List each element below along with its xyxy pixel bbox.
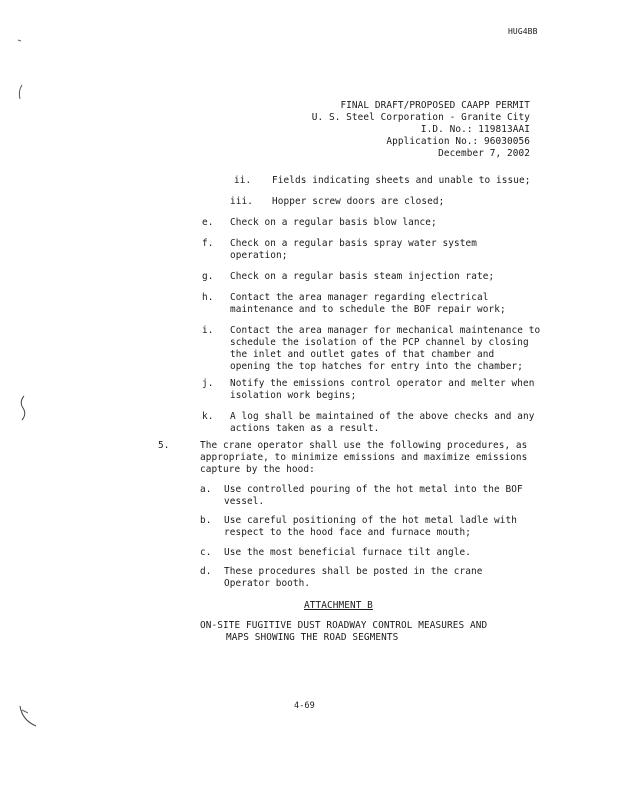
item-text: Notify the emissions control operator and melter when (230, 378, 535, 389)
item-text: Check on a regular basis blow lance; (230, 217, 437, 228)
header-id-number: I.D. No.: 119813AAI (420, 124, 530, 135)
item-text: Check on a regular basis steam injection rate; (230, 271, 495, 282)
item-label: g. (202, 271, 214, 282)
item-label: a. (200, 484, 212, 495)
header-company: U. S. Steel Corporation - Granite City (311, 112, 530, 123)
item-text: Contact the area manager regarding electrical (230, 292, 489, 303)
item-label: c. (200, 547, 212, 558)
item-label: d. (200, 566, 212, 577)
attachment-heading-line2: MAPS SHOWING THE ROAD SEGMENTS (226, 632, 399, 643)
item-text: capture by the hood: (200, 464, 315, 475)
item-text: The crane operator shall use the following procedures, as (200, 440, 528, 451)
header-application-number: Application No.: 96030056 (386, 136, 530, 147)
item-text: opening the top hatches for entry into the chamber; (230, 361, 523, 372)
item-text: Check on a regular basis spray water system (230, 238, 478, 249)
item-text: schedule the isolation of the PCP channel by closing (230, 337, 529, 348)
item-text: Use careful positioning of the hot metal ladle with (224, 515, 517, 526)
attachment-heading-line1: ON-SITE FUGITIVE DUST ROADWAY CONTROL MEASURES AND (200, 620, 488, 631)
item-label: iii. (230, 196, 253, 207)
item-text: actions taken as a result. (230, 423, 380, 434)
page-number: 4-69 (294, 701, 315, 711)
item-text: Use controlled pouring of the hot metal into the BOF (224, 484, 523, 495)
item-text: Contact the area manager for mechanical maintenance to (230, 325, 541, 336)
item-text: appropriate, to minimize emissions and maximize emissions (200, 452, 528, 463)
header-title: FINAL DRAFT/PROPOSED CAAPP PERMIT (340, 100, 530, 111)
item-text: isolation work begins; (230, 390, 357, 401)
item-label: ii. (234, 175, 252, 186)
item-text: These procedures shall be posted in the crane (224, 566, 483, 577)
item-text: maintenance and to schedule the BOF repair work; (230, 304, 506, 315)
item-text: A log shall be maintained of the above checks and any (230, 411, 535, 422)
item-label: f. (202, 238, 214, 249)
item-text: Operator booth. (224, 578, 311, 589)
item-label: k. (202, 411, 214, 422)
attachment-title: ATTACHMENT B (304, 600, 373, 611)
item-text: Fields indicating sheets and unable to issue; (272, 175, 531, 186)
item-text: Use the most beneficial furnace tilt angle. (224, 547, 472, 558)
document-id: HUG4BB (508, 27, 538, 36)
item-label: e. (202, 217, 214, 228)
item-text: Hopper screw doors are closed; (272, 196, 445, 207)
header-date: December 7, 2002 (438, 148, 530, 159)
item-text: operation; (230, 250, 288, 261)
item-text: vessel. (224, 496, 265, 507)
item-label: b. (200, 515, 212, 526)
item-label: 5. (158, 440, 170, 451)
item-label: i. (202, 325, 214, 336)
item-text: the inlet and outlet gates of that chamber and (230, 349, 495, 360)
item-text: respect to the hood face and furnace mouth; (224, 527, 472, 538)
item-label: h. (202, 292, 214, 303)
item-label: j. (202, 378, 214, 389)
